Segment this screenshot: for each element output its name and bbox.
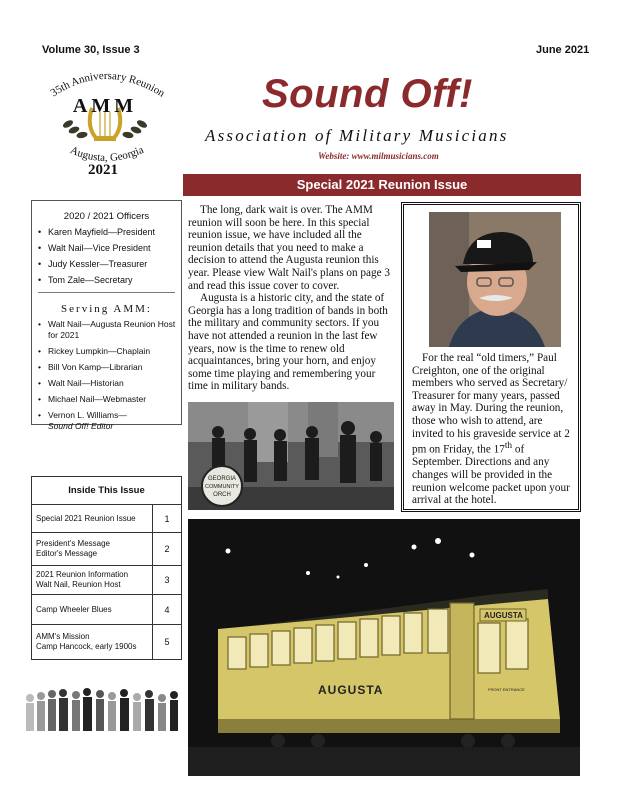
portrait-photo bbox=[429, 212, 561, 347]
toc-row[interactable] bbox=[32, 595, 181, 625]
officer-item: • Tom Zale—Secretary bbox=[32, 274, 181, 286]
serving-item: • Walt Nail—Augusta Reunion Host for 2021 bbox=[32, 319, 181, 341]
serving-item: • Rickey Lumpkin—Chaplain bbox=[32, 346, 181, 357]
logo-bottom-text: Augusta, Georgia bbox=[68, 143, 146, 165]
newsletter-title: Sound Off! bbox=[262, 72, 473, 116]
toc-row-page: 3 bbox=[164, 575, 170, 585]
toc-row-title: Special 2021 Reunion Issue bbox=[36, 513, 136, 523]
issue-banner: Special 2021 Reunion Issue bbox=[183, 174, 581, 196]
volume-issue: Volume 30, Issue 3 bbox=[42, 44, 140, 56]
svg-text:Augusta, Georgia bbox=[68, 144, 145, 164]
memorial-text-part1: For the real “old timers,” Paul Creighton, one of the original members who served as Secretary/ Treasurer for many years, passed away in May. During the reunion, those who wish to attend, are invited to his graveside service at 2 pm on Friday, the 17 bbox=[412, 352, 570, 456]
toc-row-title: President's Message bbox=[36, 539, 111, 548]
officer-item: • Walt Nail—Vice President bbox=[32, 242, 181, 254]
serving-list bbox=[32, 319, 181, 432]
officer-item: • Judy Kessler—Treasurer bbox=[32, 258, 181, 270]
toc-row[interactable] bbox=[32, 625, 181, 659]
drum-text-line2: COMMUNITY bbox=[205, 484, 239, 490]
toc-row-subtitle: Camp Hancock, early 1900s bbox=[36, 642, 137, 651]
man-in-cap-portrait-icon bbox=[429, 212, 561, 347]
trolley-end-name: AUGUSTA bbox=[484, 611, 523, 620]
toc-row-page: 2 bbox=[164, 544, 170, 554]
article-paragraph: Augusta is a historic city, and the state of Georgia has a long tradition of bands in both the military and community sectors. If you have not attended a reunion in the last few years, now is the time to renew old acquaintances, bring your horn, and enjoy some time playing and remembering your time in military bands. bbox=[188, 292, 388, 393]
toc-row-page: 1 bbox=[164, 513, 170, 524]
toc-row[interactable] bbox=[32, 566, 181, 595]
toc-row-title: AMM's Mission bbox=[36, 632, 90, 641]
trolley-car-image bbox=[188, 519, 580, 776]
organization-name: Association of Military Musicians bbox=[205, 126, 509, 145]
drum-text-line3: ORCH bbox=[213, 492, 231, 498]
trolley-side-name: AUGUSTA bbox=[318, 683, 384, 697]
toc-row-subtitle: Walt Nail, Reunion Host bbox=[36, 580, 121, 589]
issue-date: June 2021 bbox=[536, 44, 590, 56]
toc-row-page: 4 bbox=[164, 604, 170, 615]
toc-row-title: Camp Wheeler Blues bbox=[36, 604, 112, 614]
augusta-trolley-photo bbox=[188, 519, 580, 776]
officers-box bbox=[31, 200, 182, 431]
marching-band-silhouette-icon bbox=[22, 683, 182, 738]
serving-item bbox=[32, 410, 181, 432]
historic-orchestra-photo bbox=[188, 402, 394, 510]
website-link[interactable]: Website: www.milmusicians.com bbox=[318, 151, 439, 161]
article-paragraph: The long, dark wait is over. The AMM reunion will soon be here. In this special reunion issue, we have included all the reunion details that you need to make a decision to attend the Augusta reunion this year. Please view Walt Nail's plans on page 3 and read this issue cover to cover. bbox=[188, 204, 390, 292]
serving-item: • Bill Von Kamp—Librarian bbox=[32, 362, 181, 373]
serving-item: • Walt Nail—Historian bbox=[32, 378, 181, 389]
logo-year: 2021 bbox=[88, 162, 118, 178]
serving-editor-role: Sound Off! Editor bbox=[48, 421, 114, 431]
logo-letters: AMM bbox=[72, 95, 138, 117]
serving-item: • Michael Nail—Webmaster bbox=[32, 394, 181, 405]
toc-row-title: 2021 Reunion Information bbox=[36, 570, 129, 579]
main-article bbox=[188, 204, 394, 393]
toc-row-subtitle: Editor's Message bbox=[36, 549, 98, 558]
serving-editor-name: Vernon L. Williams— bbox=[48, 410, 127, 420]
logo-top-text: 35th Anniversary Reunion bbox=[48, 69, 167, 100]
orchestra-photo-image bbox=[188, 402, 394, 510]
drum-text-line1: GEORGIA bbox=[207, 476, 237, 482]
officers-list bbox=[32, 226, 181, 286]
memorial-text bbox=[412, 352, 574, 507]
toc-heading: Inside This Issue bbox=[32, 477, 181, 505]
section-divider bbox=[38, 292, 175, 293]
memorial-text-part2: of September. Directions and any changes will be provided in the reunion welcome packet upon your arrival at the hotel. bbox=[412, 443, 570, 507]
memorial-box bbox=[401, 202, 581, 512]
toc-row-page: 5 bbox=[164, 637, 170, 647]
inside-this-issue-table bbox=[31, 476, 182, 660]
memorial-ordinal: th bbox=[504, 441, 513, 452]
toc-row[interactable] bbox=[32, 505, 181, 533]
officers-heading: 2020 / 2021 Officers bbox=[63, 211, 150, 222]
toc-row[interactable] bbox=[32, 533, 181, 566]
trolley-door-sign: FRONT ENTRANCE bbox=[488, 687, 525, 692]
band-silhouette-art bbox=[22, 683, 182, 738]
officer-item: • Karen Mayfield—President bbox=[32, 226, 181, 238]
serving-heading: Serving AMM: bbox=[61, 303, 152, 315]
